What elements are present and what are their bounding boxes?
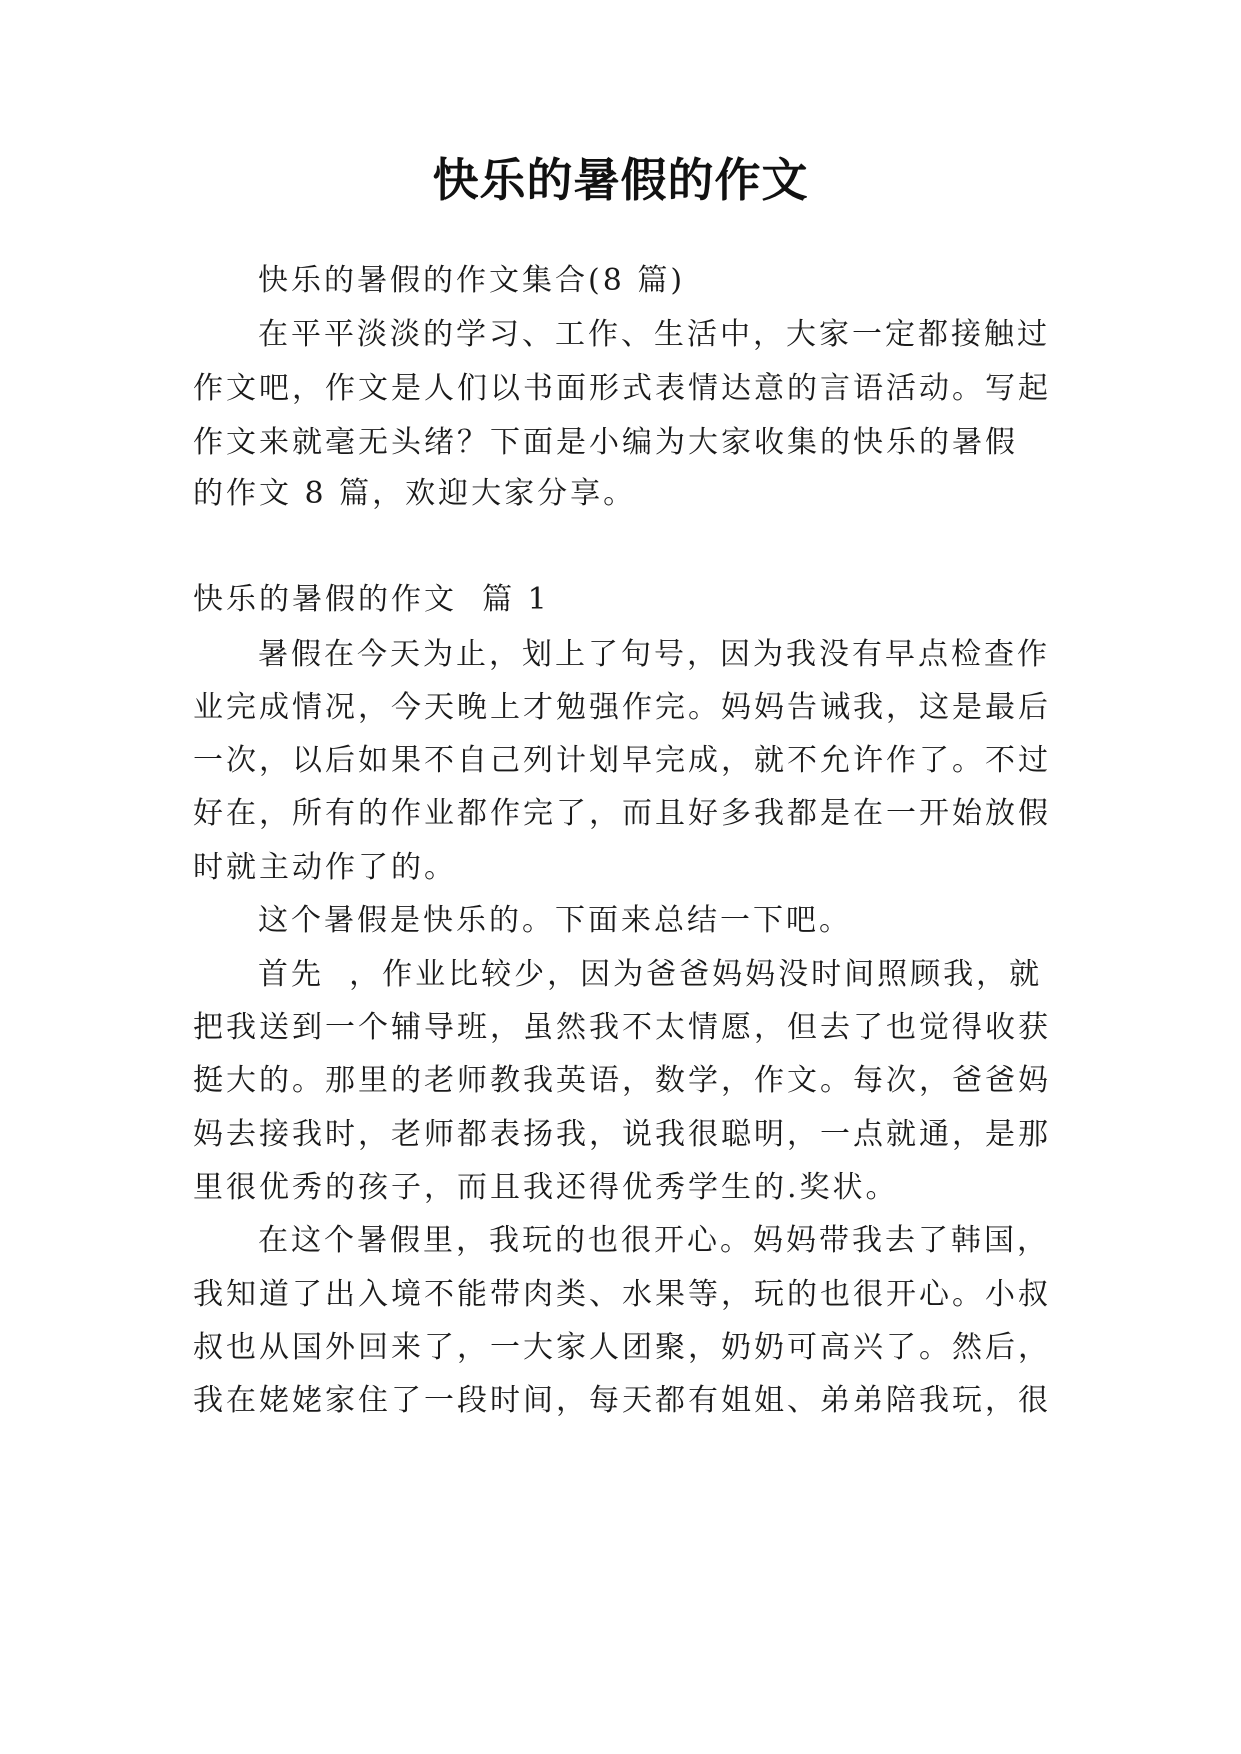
intro-line: 在平平淡淡的学习、工作、生活中，大家一定都接触过 <box>258 317 1050 352</box>
body-line: 叔也从国外回来了，一大家人团聚，奶奶可高兴了。然后， <box>193 1330 1051 1365</box>
body-line: 妈去接我时，老师都表扬我，说我很聪明，一点就通，是那 <box>193 1117 1051 1152</box>
body-line: 一次，以后如果不自己列计划早完成，就不允许作了。不过 <box>193 743 1051 778</box>
body-line: 把我送到一个辅导班，虽然我不太情愿，但去了也觉得收获 <box>193 1010 1051 1045</box>
body-line: 我知道了出入境不能带肉类、水果等，玩的也很开心。小叔 <box>193 1277 1051 1312</box>
body-line: 我在姥姥家住了一段时间，每天都有姐姐、弟弟陪我玩，很 <box>193 1383 1051 1418</box>
intro-line: 的作文 8 篇，欢迎大家分享。 <box>193 476 637 511</box>
body-line: 挺大的。那里的老师教我英语，数学，作文。每次，爸爸妈 <box>193 1063 1051 1098</box>
section-heading: 快乐的暑假的作文 篇 1 <box>193 582 550 617</box>
subtitle-line: 快乐的暑假的作文集合(8 篇) <box>258 263 686 298</box>
body-line: 暑假在今天为止，划上了句号，因为我没有早点检查作 <box>258 637 1050 672</box>
body-line: 这个暑假是快乐的。下面来总结一下吧。 <box>258 903 852 938</box>
document-title: 快乐的暑假的作文 <box>432 153 809 207</box>
body-line: 里很优秀的孩子，而且我还得优秀学生的.奖状。 <box>193 1170 899 1205</box>
intro-line: 作文来就毫无头绪？下面是小编为大家收集的快乐的暑假 <box>193 425 1018 460</box>
body-line: 首先 ，作业比较少，因为爸爸妈妈没时间照顾我，就 <box>258 957 1043 992</box>
body-line: 好在，所有的作业都作完了，而且好多我都是在一开始放假 <box>193 796 1051 831</box>
body-line: 时就主动作了的。 <box>193 850 457 885</box>
body-line: 业完成情况，今天晚上才勉强作完。妈妈告诫我，这是最后 <box>193 690 1051 725</box>
intro-line: 作文吧，作文是人们以书面形式表情达意的言语活动。写起 <box>193 371 1051 406</box>
body-line: 在这个暑假里，我玩的也很开心。妈妈带我去了韩国， <box>258 1223 1050 1258</box>
